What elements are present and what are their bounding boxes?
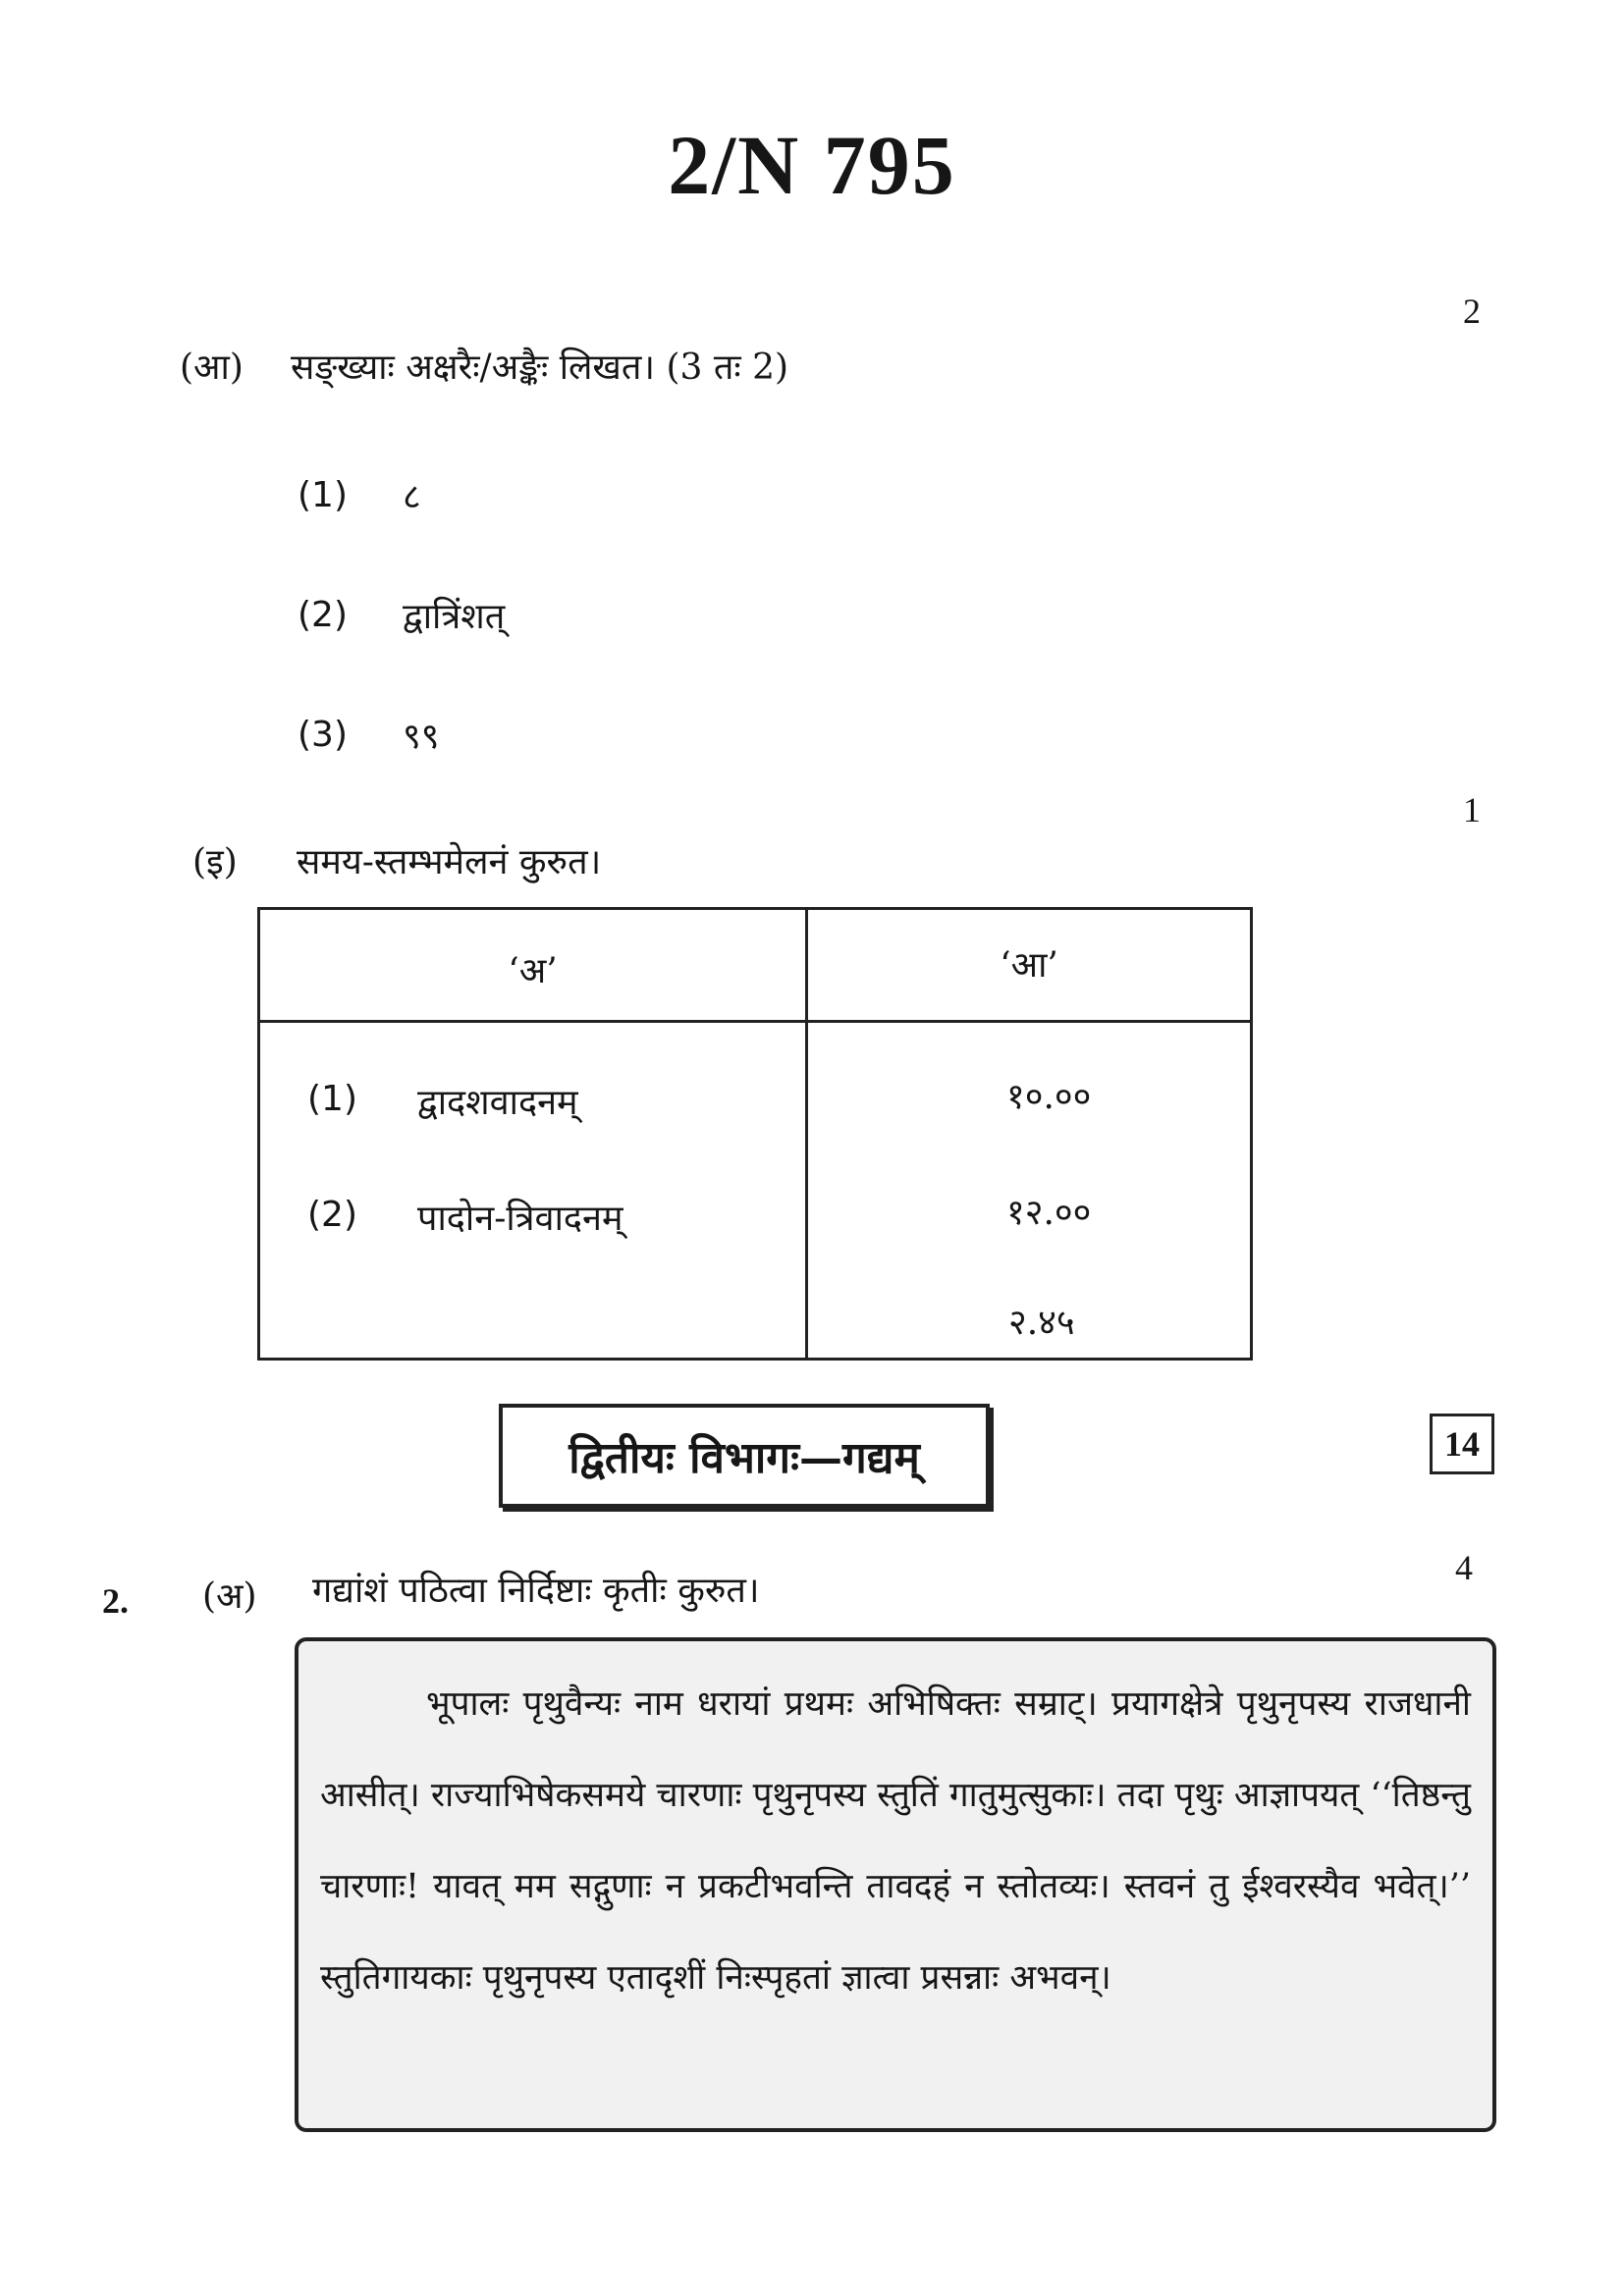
q1-aa-item-2-text: द्वात्रिंशत्	[403, 597, 506, 637]
table-row-2-text: पादोन-त्रिवादनम्	[417, 1199, 623, 1239]
q2-label: (अ)	[202, 1576, 257, 1617]
table-header-column-a: ‘अ’	[508, 951, 558, 991]
q1-aa-label: (आ)	[180, 347, 244, 388]
passage-box	[295, 1637, 1496, 2132]
q2-number: 2.	[102, 1581, 129, 1621]
section-heading-box	[499, 1404, 990, 1508]
q1-aa-marks: 2	[1463, 292, 1481, 331]
q1-aa-item-1-text: ८	[403, 477, 421, 517]
paper-code: 2/N 795	[668, 118, 956, 212]
q2-instruction: गद्यांशं पठित्वा निर्दिष्टाः कृतीः कुरुत।	[312, 1571, 760, 1611]
match-table	[257, 907, 1253, 1361]
q1-aa-item-3-number: (3)	[298, 715, 348, 755]
section-title: द्वितीयः विभागः—गद्यम्	[568, 1433, 920, 1483]
table-row-1-number: (1)	[307, 1079, 357, 1119]
q1-i-label: (इ)	[192, 842, 238, 882]
q1-aa-item-2-number: (2)	[298, 595, 348, 635]
section-marks: 14	[1444, 1424, 1480, 1464]
q2-marks: 4	[1455, 1548, 1473, 1587]
q1-aa-item-3-text: ९९	[403, 717, 440, 757]
passage-text: भूपालः पृथुवैन्यः नाम धरायां प्रथमः अभिषिक्तः सम्राट्। प्रयागक्षेत्रे पृथुनृपस्य राजधानी आसीत्। राज्याभिषेकसमये चारणाः पृथुनृपस्य स्तुतिं गातुमुत्सुकाः। तदा पृथुः आज्ञापयत् ‘‘तिष्ठन्तु चारणाः! यावत् मम सद्गुणाः न प्रकटीभवन्ति तावदहं न स्तोतव्यः। स्तवनं तु ईश्वरस्यैव भवेत्।’’ स्तुतिगायकाः पृथुनृपस्य एतादृशीं निःस्पृहतां ज्ञात्वा प्रसन्नाः अभवन्।	[320, 1684, 1471, 1998]
table-time-2: १२.००	[1006, 1193, 1092, 1233]
q1-i-marks: 1	[1463, 790, 1481, 829]
table-header-column-b: ‘आ’	[1000, 945, 1058, 986]
table-time-3: २.४५	[1008, 1303, 1075, 1343]
q1-aa-instruction: सङ्ख्याः अक्षरैः/अङ्कैः लिखत। (3 तः 2)	[291, 347, 789, 388]
table-header-divider	[260, 1020, 1250, 1023]
table-time-1: १०.००	[1006, 1077, 1092, 1117]
table-row-1-text: द्वादशवादनम्	[417, 1083, 578, 1123]
section-marks-box	[1430, 1414, 1494, 1474]
q1-i-instruction: समय-स्तम्भमेलनं कुरुत।	[297, 842, 602, 882]
q1-aa-item-1-number: (1)	[298, 475, 348, 515]
table-row-2-number: (2)	[307, 1195, 357, 1235]
